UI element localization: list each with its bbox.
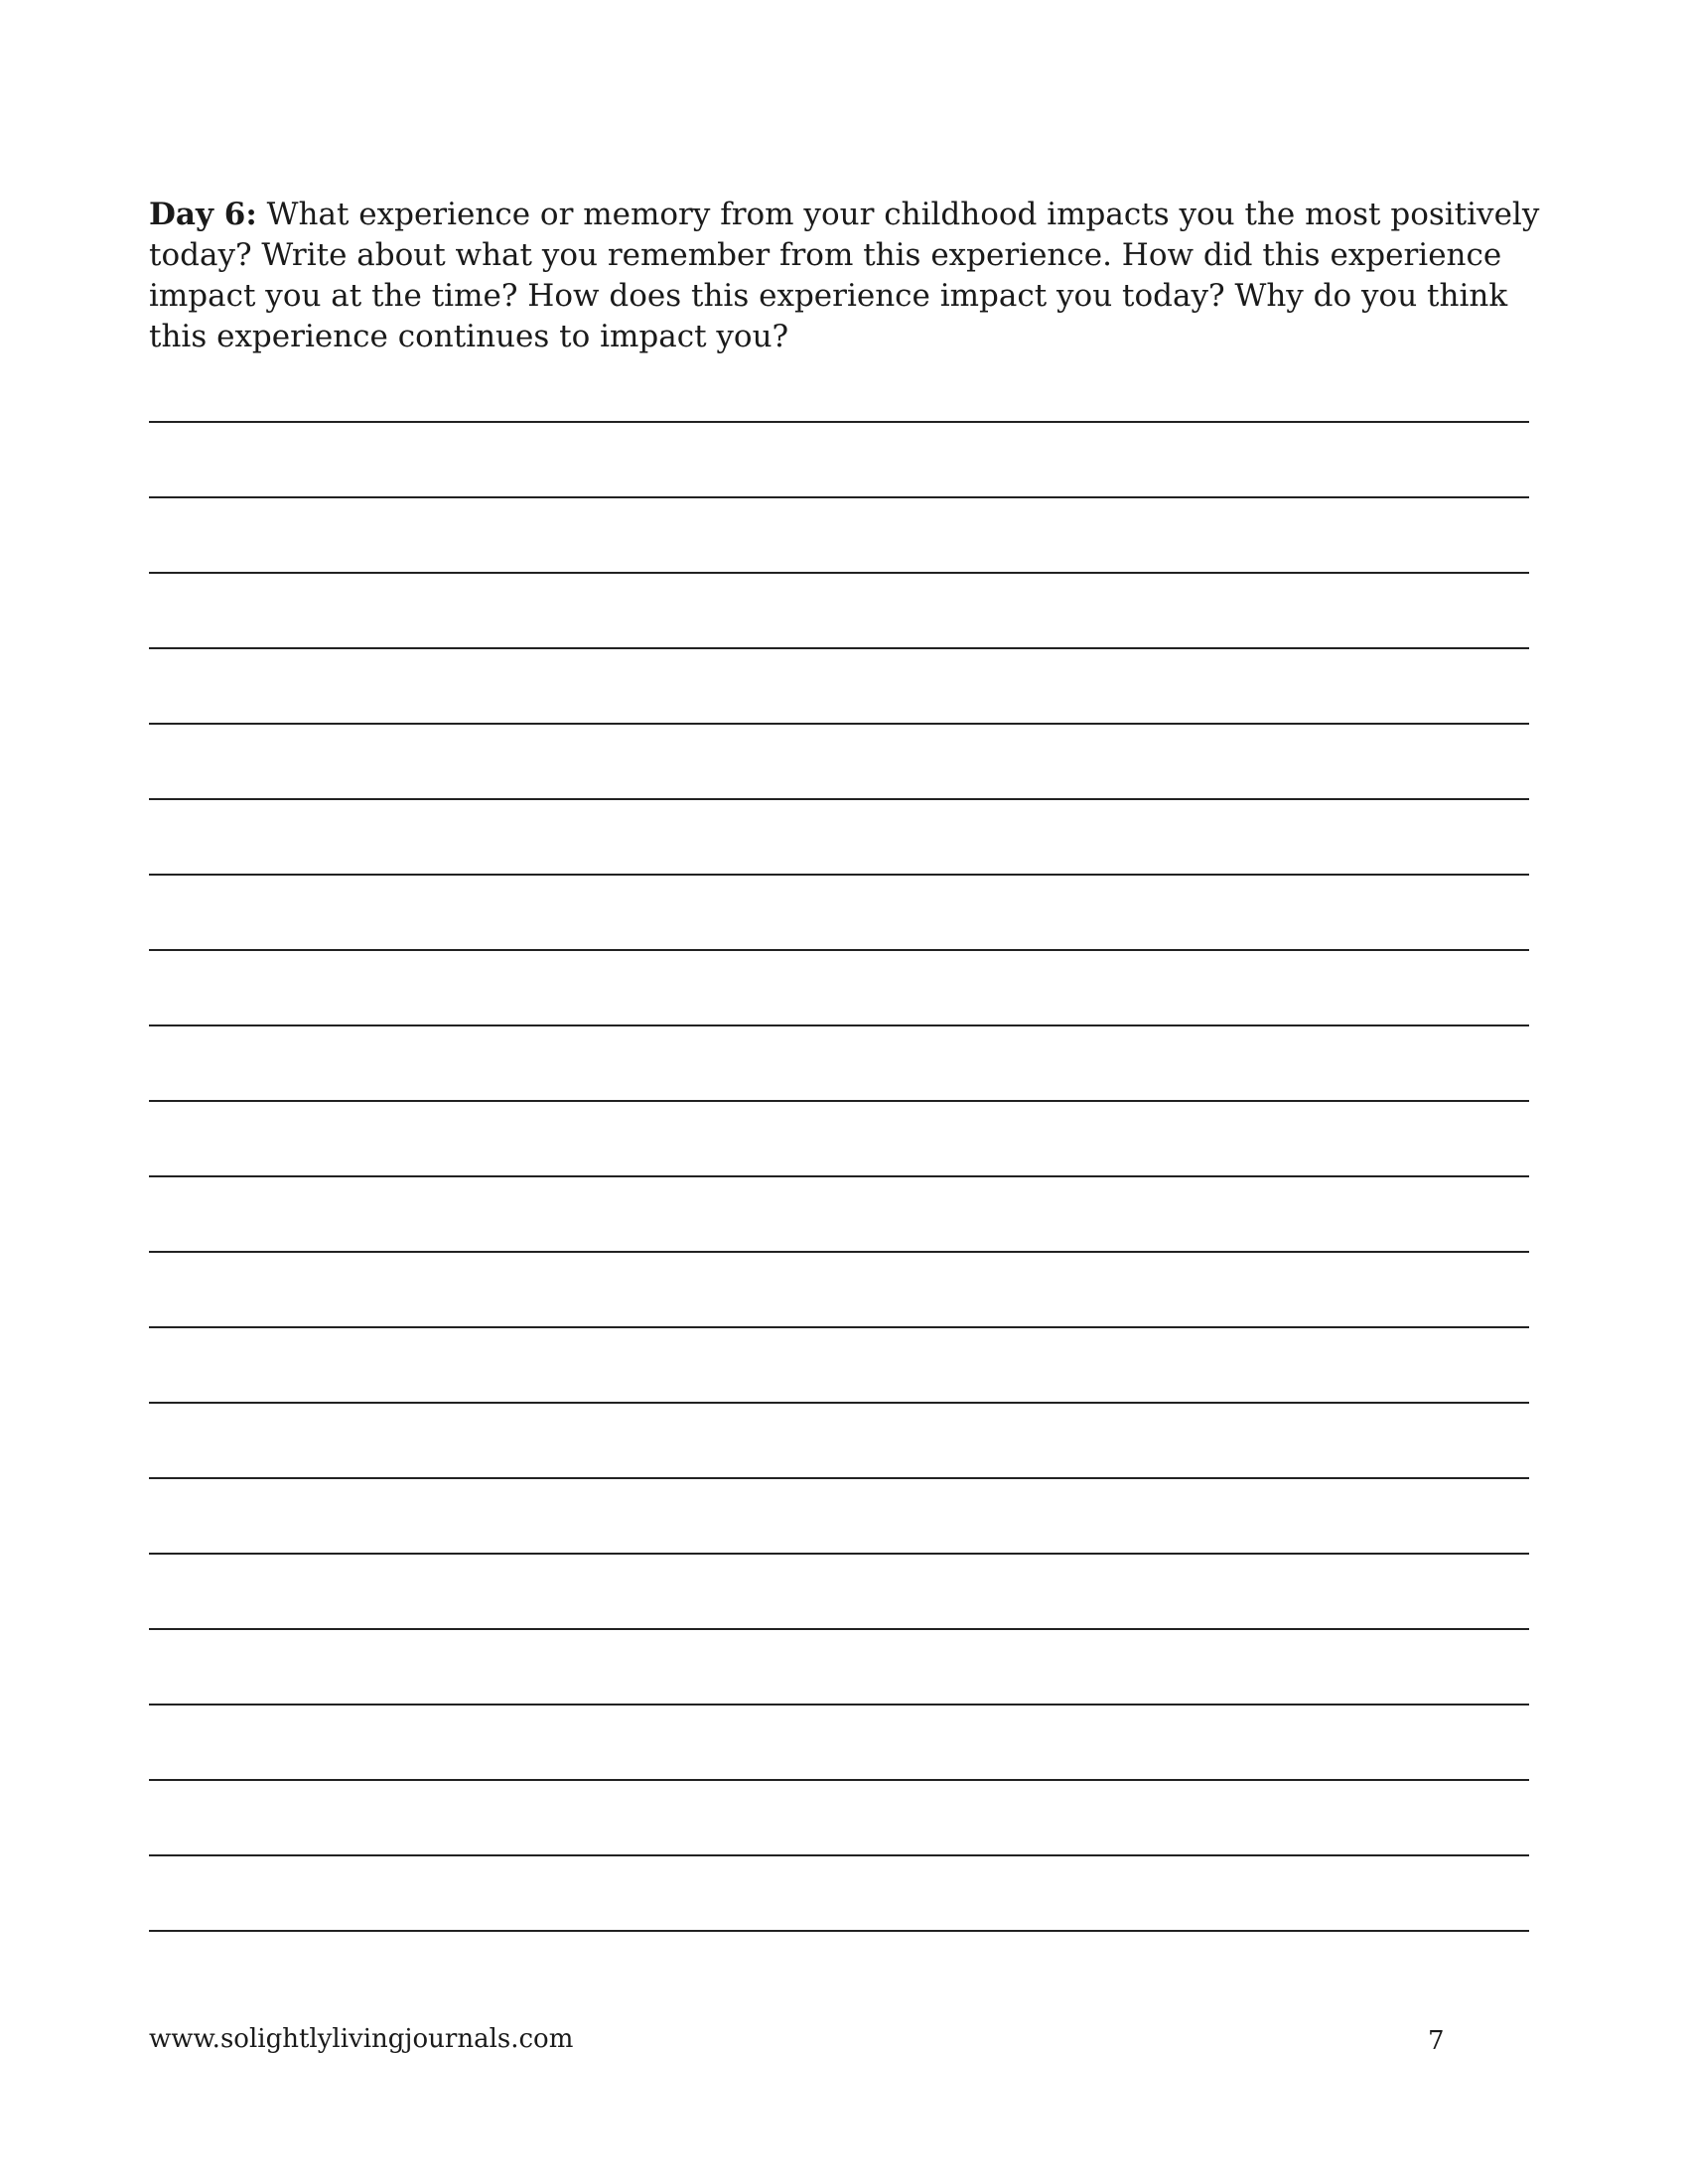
writing-line-rule xyxy=(149,496,1529,498)
day-label: Day 6: xyxy=(149,197,257,232)
writing-line xyxy=(149,1402,1529,1477)
writing-line-rule xyxy=(149,647,1529,649)
writing-line xyxy=(149,723,1529,798)
writing-line xyxy=(149,874,1529,949)
writing-line xyxy=(149,1704,1529,1779)
writing-line xyxy=(149,1779,1529,1854)
writing-line xyxy=(149,1854,1529,1930)
writing-line-rule xyxy=(149,1402,1529,1404)
footer-url: www.solightlylivingjournals.com xyxy=(149,2024,574,2054)
writing-line-rule xyxy=(149,1024,1529,1026)
writing-line xyxy=(149,1553,1529,1628)
writing-line xyxy=(149,572,1529,647)
writing-line xyxy=(149,1326,1529,1402)
writing-line-rule xyxy=(149,949,1529,951)
writing-line xyxy=(149,1100,1529,1175)
journal-prompt xyxy=(149,195,1544,357)
prompt-text: What experience or memory from your childhood impacts you the most positively today? Write about what you remember from this experience. How did this experience impact you at the time? How does this experience impact you today? Why do you think this experience continues to impact you? xyxy=(149,197,1540,354)
writing-line-rule xyxy=(149,723,1529,725)
writing-line xyxy=(149,496,1529,572)
writing-line xyxy=(149,647,1529,723)
writing-line-rule xyxy=(149,1175,1529,1177)
writing-line xyxy=(149,1477,1529,1553)
writing-line xyxy=(149,1024,1529,1100)
writing-line xyxy=(149,1175,1529,1251)
writing-line-rule xyxy=(149,1100,1529,1102)
writing-line xyxy=(149,949,1529,1024)
writing-line-rule xyxy=(149,1854,1529,1856)
writing-line-rule xyxy=(149,1326,1529,1328)
writing-line-rule xyxy=(149,798,1529,800)
writing-line-rule xyxy=(149,1477,1529,1479)
writing-line xyxy=(149,1628,1529,1704)
writing-line-rule xyxy=(149,1553,1529,1555)
writing-line xyxy=(149,798,1529,874)
writing-line-rule xyxy=(149,1251,1529,1253)
writing-line xyxy=(149,1251,1529,1326)
writing-line-rule xyxy=(149,1704,1529,1706)
writing-line-rule xyxy=(149,421,1529,423)
writing-line-rule xyxy=(149,1930,1529,1932)
writing-line-rule xyxy=(149,1779,1529,1781)
writing-line xyxy=(149,421,1529,496)
writing-line-rule xyxy=(149,874,1529,876)
writing-lines xyxy=(149,421,1529,2005)
writing-line xyxy=(149,1930,1529,2005)
writing-line-rule xyxy=(149,572,1529,574)
page-number: 7 xyxy=(1428,2026,1445,2056)
writing-line-rule xyxy=(149,1628,1529,1630)
